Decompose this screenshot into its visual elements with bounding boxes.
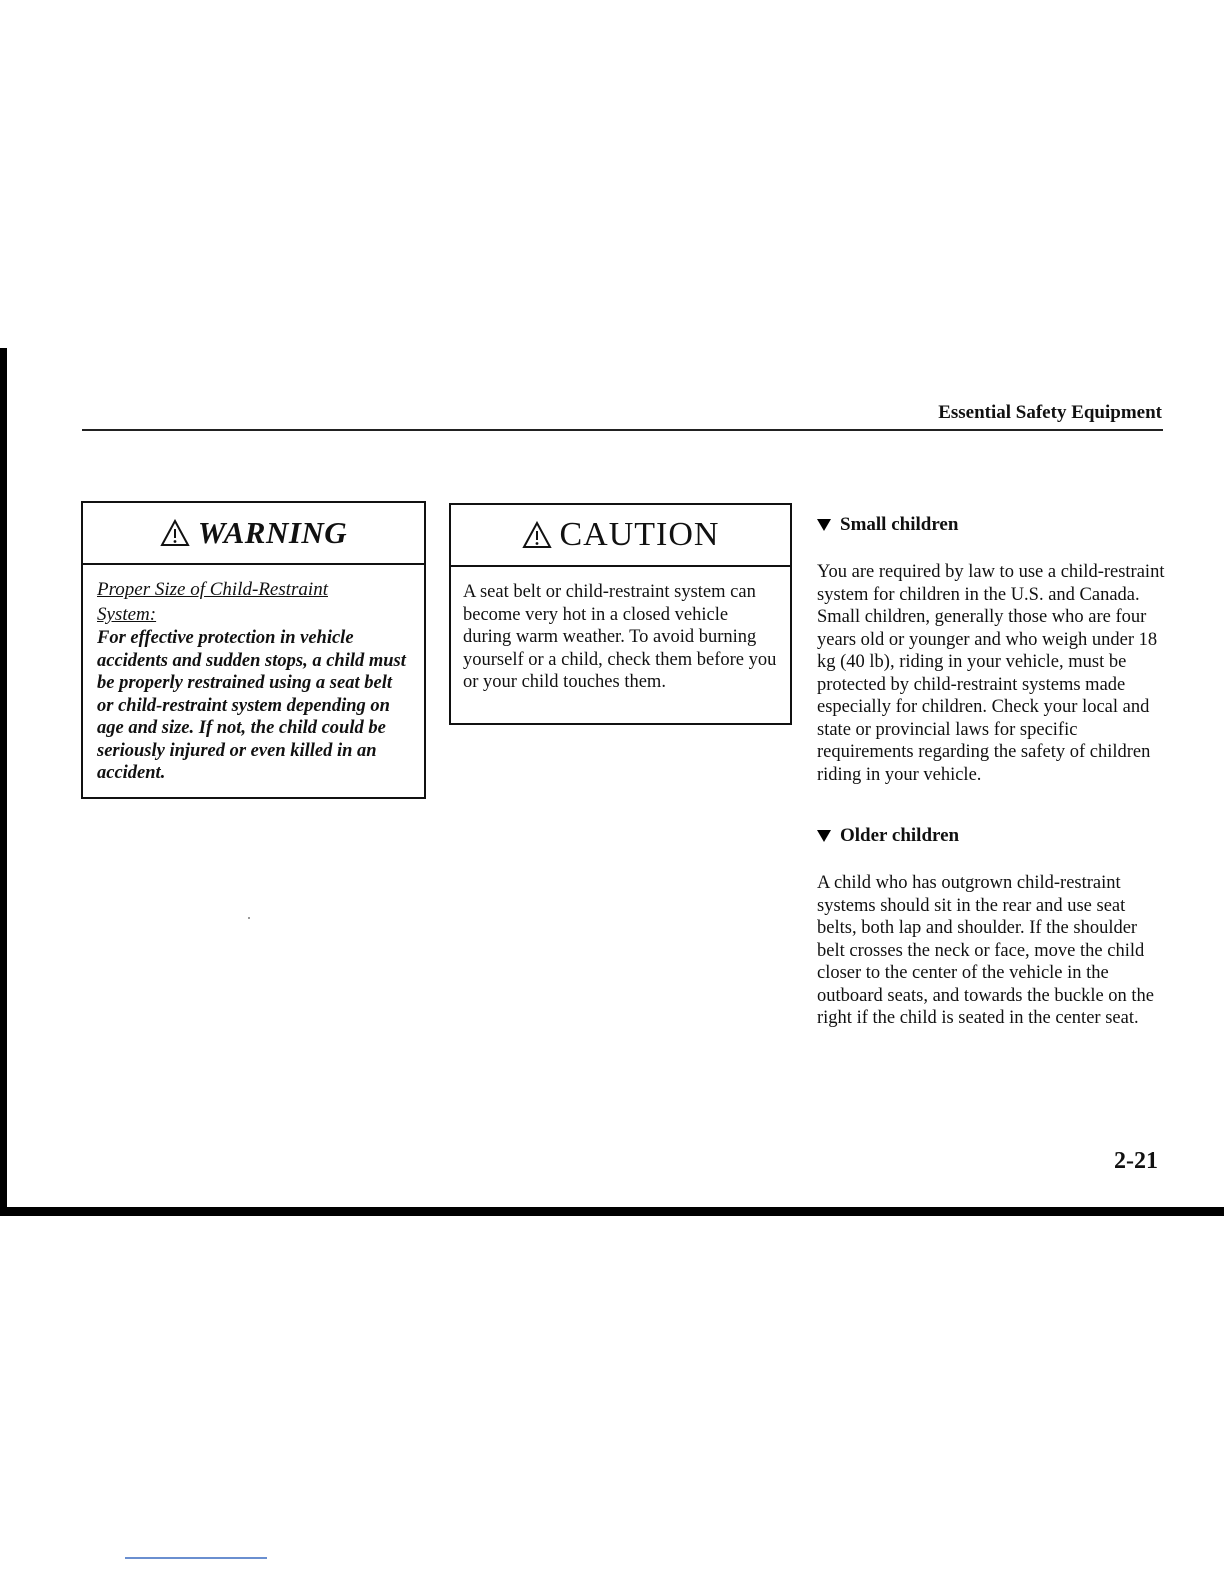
warning-title: WARNING [197, 515, 348, 550]
section-header-title: Essential Safety Equipment [938, 402, 1162, 423]
small-children-heading-label: Small children [840, 514, 959, 535]
caution-text: A seat belt or child-restraint system can become very hot in a closed vehicle during warm weather. To avoid burning yourself or a child, check them before you or your child touches them. [463, 582, 777, 692]
older-children-heading [817, 825, 1163, 847]
warning-text: For effective protection in vehicle accidents and sudden stops, a child must be properly restrained using a seat belt or child-restraint system depending on age and size. If not, the child could be seriously injured or even killed in an accident. [97, 628, 406, 783]
scan-speck [248, 917, 250, 919]
warning-subtitle: Proper Size of Child-Restraint System: [97, 579, 328, 625]
caution-box-header [451, 505, 790, 567]
warning-box [81, 501, 426, 799]
caution-box [449, 503, 792, 725]
older-children-heading-label: Older children [840, 825, 960, 846]
page-number: 2-21 [1114, 1148, 1158, 1174]
page-edge-bar [0, 348, 7, 1214]
warning-box-header [83, 503, 424, 565]
small-children-text: You are required by law to use a child-restraint system for children in the U.S. and Canada. Small children, generally those who are four years old or younger and who weigh under 18 kg (40 lb), riding in your vehicle, must be protected by child-restraint systems made especially for children. Check your local and state or provincial laws for specific requirements regarding the safety of children riding in your vehicle. [817, 562, 1165, 785]
triangle-down-icon [817, 830, 831, 842]
page-bottom-bar [0, 1207, 1224, 1216]
warning-triangle-icon [160, 519, 190, 547]
header-rule [82, 429, 1163, 431]
triangle-down-icon [817, 519, 831, 531]
caution-title: CAUTION [559, 516, 720, 553]
bottom-rule-line [125, 1557, 267, 1559]
warning-body [83, 565, 424, 785]
caution-triangle-icon [522, 521, 552, 549]
small-children-heading [817, 514, 1163, 536]
older-children-text: A child who has outgrown child-restraint systems should sit in the rear and use seat belts, both lap and shoulder. If the shoulder belt crosses the neck or face, move the child closer to the center of the vehicle in the outboard seats, and towards the buckle on the right if the child is seated in the center seat. [817, 873, 1155, 1028]
